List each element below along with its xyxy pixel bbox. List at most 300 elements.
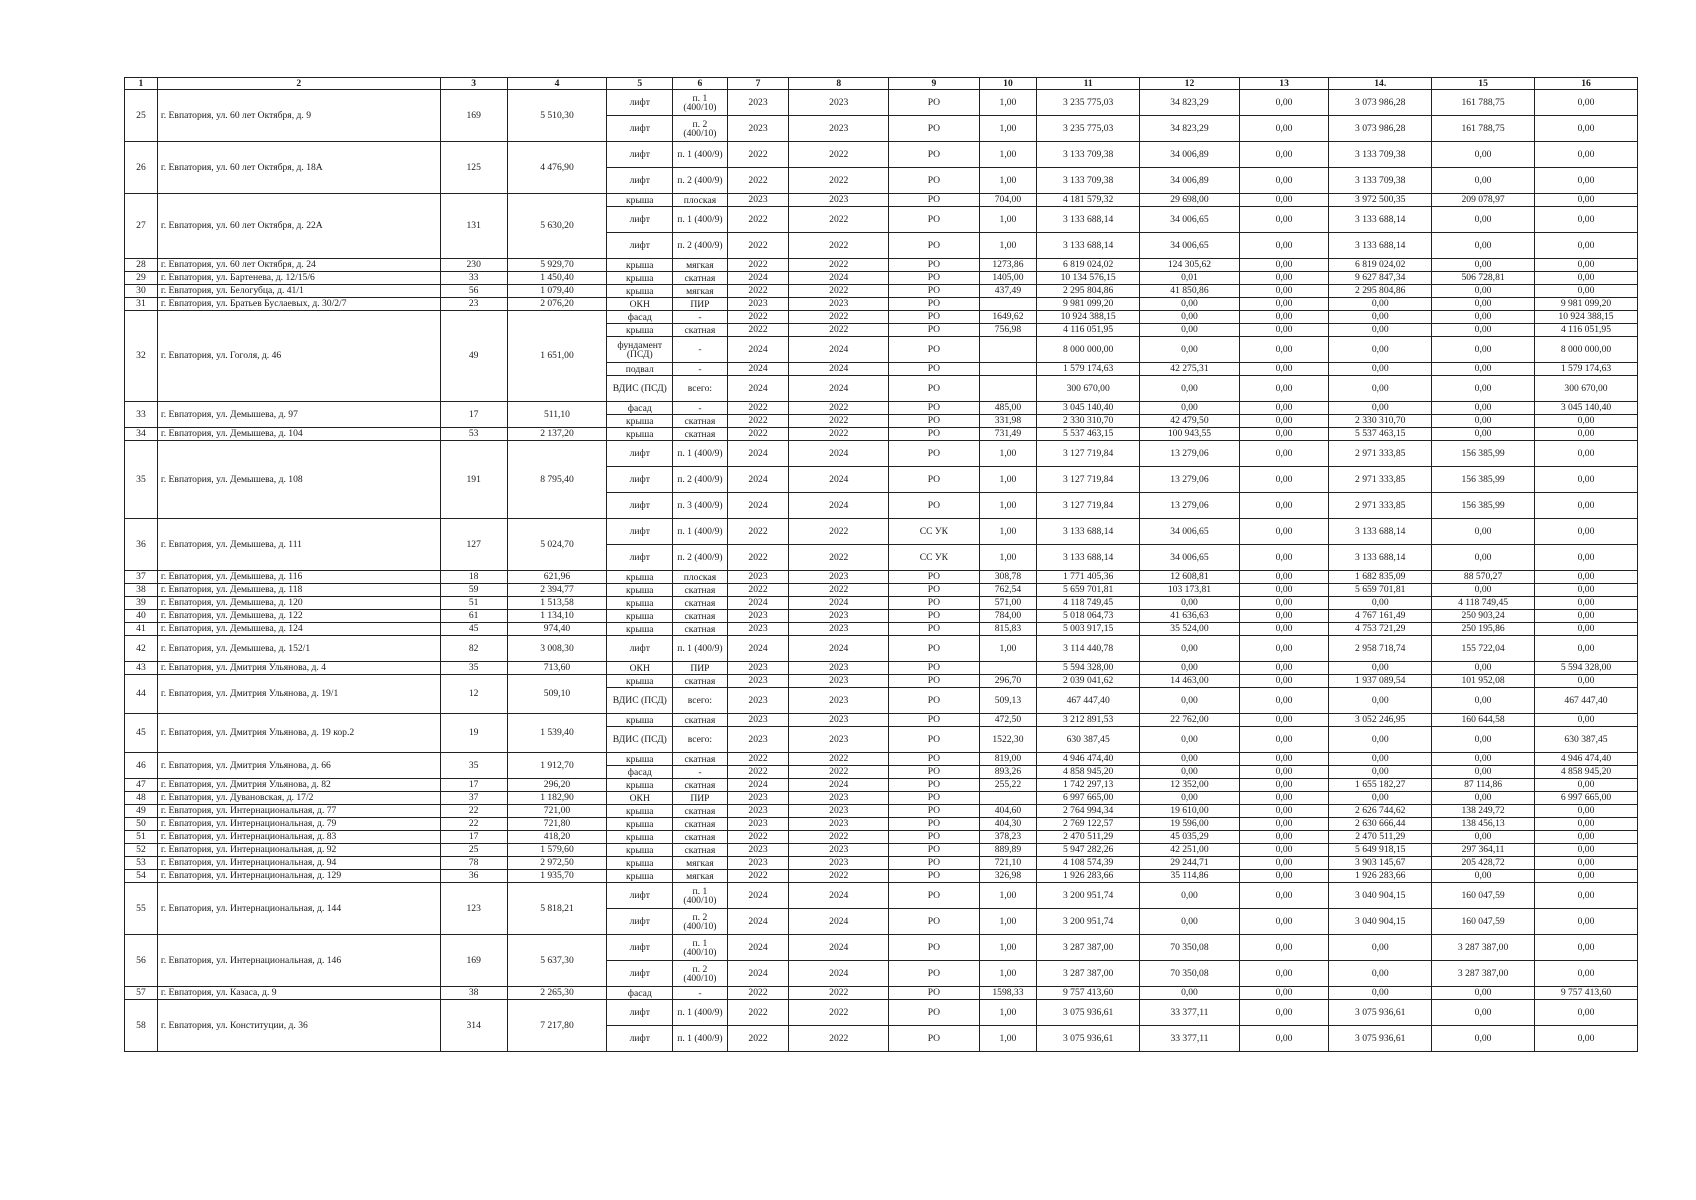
fund-source-cell: 3 133 709,38	[1329, 168, 1432, 194]
zero-cell: 0,00	[1239, 610, 1328, 623]
method-cell: РО	[889, 623, 980, 636]
year-start-cell: 2022	[727, 324, 789, 337]
zero-cell: 0,00	[1239, 987, 1328, 1000]
year-start-cell: 2022	[727, 584, 789, 597]
year-start-cell: 2024	[727, 935, 789, 961]
fund-cell: 0,00	[1140, 324, 1240, 337]
work-type-cell: ВДИС (ПСД)	[607, 688, 673, 714]
apartments-count: 314	[440, 1000, 507, 1052]
zero-cell: 0,00	[1239, 376, 1328, 402]
work-type-cell: крыша	[607, 675, 673, 688]
zero-cell: 0,00	[1239, 870, 1328, 883]
table-row	[125, 311, 1638, 324]
volume-cell: 1,00	[979, 207, 1037, 233]
total-cost-cell: 4 116 051,95	[1037, 324, 1140, 337]
work-detail-cell: п. 1 (400/10)	[673, 935, 728, 961]
budget-cell: 0,00	[1535, 467, 1638, 493]
work-type-cell: лифт	[607, 168, 673, 194]
total-cost-cell: 3 287 387,00	[1037, 961, 1140, 987]
budget-cell: 0,00	[1535, 428, 1638, 441]
work-detail-cell: п. 2 (400/9)	[673, 168, 728, 194]
volume-cell: 1,00	[979, 636, 1037, 662]
address-cell: г. Евпатория, ул. Демышева, д. 104	[157, 428, 440, 441]
work-detail-cell: скатная	[673, 753, 728, 766]
total-cost-cell: 4 108 574,39	[1037, 857, 1140, 870]
budget-cell: 0,00	[1535, 1026, 1638, 1052]
owners-cell: 0,00	[1432, 207, 1535, 233]
method-cell: РО	[889, 259, 980, 272]
work-type-cell: ВДИС (ПСД)	[607, 727, 673, 753]
fund-source-cell: 5 659 701,81	[1329, 584, 1432, 597]
method-cell: РО	[889, 688, 980, 714]
work-type-cell: лифт	[607, 545, 673, 571]
method-cell: РО	[889, 766, 980, 779]
area-cell: 2 972,50	[507, 857, 607, 870]
year-end-cell: 2024	[789, 961, 889, 987]
total-cost-cell: 4 946 474,40	[1037, 753, 1140, 766]
table-row	[125, 779, 1638, 792]
column-number-header: 13	[1239, 78, 1328, 90]
budget-cell: 0,00	[1535, 233, 1638, 259]
owners-cell: 3 287 387,00	[1432, 961, 1535, 987]
address-cell: г. Евпатория, ул. Белогубца, д. 41/1	[157, 285, 440, 298]
work-detail-cell: плоская	[673, 194, 728, 207]
budget-cell: 3 045 140,40	[1535, 402, 1638, 415]
owners-cell: 0,00	[1432, 519, 1535, 545]
owners-cell: 4 118 749,45	[1432, 597, 1535, 610]
row-number: 33	[125, 402, 158, 428]
zero-cell: 0,00	[1239, 584, 1328, 597]
area-cell: 5 024,70	[507, 519, 607, 571]
method-cell: РО	[889, 961, 980, 987]
year-end-cell: 2022	[789, 285, 889, 298]
volume-cell: 472,50	[979, 714, 1037, 727]
fund-cell: 0,00	[1140, 727, 1240, 753]
fund-source-cell: 0,00	[1329, 792, 1432, 805]
address-cell: г. Евпатория, ул. Демышева, д. 116	[157, 571, 440, 584]
budget-cell: 0,00	[1535, 493, 1638, 519]
fund-cell: 0,00	[1140, 662, 1240, 675]
zero-cell: 0,00	[1239, 233, 1328, 259]
year-end-cell: 2022	[789, 1000, 889, 1026]
year-end-cell: 2023	[789, 571, 889, 584]
address-cell: г. Евпатория, ул. Демышева, д. 111	[157, 519, 440, 571]
year-end-cell: 2023	[789, 818, 889, 831]
total-cost-cell: 3 127 719,84	[1037, 493, 1140, 519]
year-start-cell: 2023	[727, 714, 789, 727]
year-end-cell: 2022	[789, 233, 889, 259]
method-cell: РО	[889, 792, 980, 805]
year-end-cell: 2022	[789, 142, 889, 168]
method-cell: РО	[889, 1026, 980, 1052]
budget-cell: 5 594 328,00	[1535, 662, 1638, 675]
table-row	[125, 935, 1638, 961]
fund-cell: 45 035,29	[1140, 831, 1240, 844]
zero-cell: 0,00	[1239, 844, 1328, 857]
year-start-cell: 2022	[727, 1000, 789, 1026]
work-detail-cell: -	[673, 337, 728, 363]
method-cell: РО	[889, 324, 980, 337]
year-start-cell: 2023	[727, 623, 789, 636]
owners-cell: 161 788,75	[1432, 116, 1535, 142]
work-detail-cell: мягкая	[673, 870, 728, 883]
table-row	[125, 805, 1638, 818]
work-detail-cell: всего:	[673, 376, 728, 402]
apartments-count: 51	[440, 597, 507, 610]
total-cost-cell: 1 579 174,63	[1037, 363, 1140, 376]
area-cell: 1 935,70	[507, 870, 607, 883]
total-cost-cell: 3 133 688,14	[1037, 233, 1140, 259]
budget-cell: 0,00	[1535, 207, 1638, 233]
volume-cell: 1,00	[979, 90, 1037, 116]
total-cost-cell: 2 470 511,29	[1037, 831, 1140, 844]
year-start-cell: 2024	[727, 779, 789, 792]
fund-source-cell: 3 073 986,28	[1329, 116, 1432, 142]
year-end-cell: 2022	[789, 428, 889, 441]
apartments-count: 37	[440, 792, 507, 805]
fund-source-cell: 2 630 666,44	[1329, 818, 1432, 831]
fund-source-cell: 4 753 721,29	[1329, 623, 1432, 636]
zero-cell: 0,00	[1239, 415, 1328, 428]
fund-cell: 70 350,08	[1140, 961, 1240, 987]
year-end-cell: 2023	[789, 623, 889, 636]
work-detail-cell: скатная	[673, 597, 728, 610]
work-detail-cell: -	[673, 766, 728, 779]
zero-cell: 0,00	[1239, 207, 1328, 233]
volume-cell	[979, 792, 1037, 805]
budget-cell: 0,00	[1535, 116, 1638, 142]
owners-cell: 101 952,08	[1432, 675, 1535, 688]
year-end-cell: 2024	[789, 779, 889, 792]
fund-source-cell: 3 972 500,35	[1329, 194, 1432, 207]
work-detail-cell: скатная	[673, 415, 728, 428]
year-end-cell: 2024	[789, 467, 889, 493]
work-type-cell: фасад	[607, 987, 673, 1000]
row-number: 48	[125, 792, 158, 805]
year-end-cell: 2023	[789, 857, 889, 870]
budget-cell: 0,00	[1535, 779, 1638, 792]
fund-source-cell: 2 971 333,85	[1329, 493, 1432, 519]
owners-cell: 0,00	[1432, 415, 1535, 428]
method-cell: РО	[889, 285, 980, 298]
fund-source-cell: 0,00	[1329, 766, 1432, 779]
work-type-cell: лифт	[607, 493, 673, 519]
work-detail-cell: мягкая	[673, 857, 728, 870]
work-detail-cell: п. 1 (400/10)	[673, 883, 728, 909]
fund-source-cell: 5 537 463,15	[1329, 428, 1432, 441]
table-row	[125, 610, 1638, 623]
volume-cell: 1,00	[979, 441, 1037, 467]
table-row	[125, 584, 1638, 597]
budget-cell: 0,00	[1535, 168, 1638, 194]
area-cell: 8 795,40	[507, 441, 607, 519]
year-start-cell: 2022	[727, 428, 789, 441]
year-end-cell: 2023	[789, 194, 889, 207]
address-cell: г. Евпатория, ул. Интернациональная, д. 129	[157, 870, 440, 883]
year-start-cell: 2022	[727, 142, 789, 168]
fund-source-cell: 2 971 333,85	[1329, 467, 1432, 493]
year-end-cell: 2024	[789, 493, 889, 519]
fund-source-cell: 9 627 847,34	[1329, 272, 1432, 285]
year-end-cell: 2023	[789, 610, 889, 623]
fund-source-cell: 0,00	[1329, 935, 1432, 961]
total-cost-cell: 3 075 936,61	[1037, 1000, 1140, 1026]
apartments-count: 61	[440, 610, 507, 623]
fund-source-cell: 3 133 688,14	[1329, 545, 1432, 571]
row-number: 57	[125, 987, 158, 1000]
owners-cell: 0,00	[1432, 727, 1535, 753]
work-detail-cell: всего:	[673, 727, 728, 753]
year-start-cell: 2023	[727, 116, 789, 142]
column-number-header: 3	[440, 78, 507, 90]
apartments-count: 38	[440, 987, 507, 1000]
zero-cell: 0,00	[1239, 779, 1328, 792]
total-cost-cell: 10 924 388,15	[1037, 311, 1140, 324]
address-cell: г. Евпатория, ул. Братьев Буслаевых, д. 30/2/7	[157, 298, 440, 311]
year-end-cell: 2022	[789, 766, 889, 779]
zero-cell: 0,00	[1239, 441, 1328, 467]
budget-cell: 9 757 413,60	[1535, 987, 1638, 1000]
owners-cell: 0,00	[1432, 324, 1535, 337]
work-type-cell: лифт	[607, 90, 673, 116]
column-number-header: 5	[607, 78, 673, 90]
fund-cell: 42 275,31	[1140, 363, 1240, 376]
budget-cell: 0,00	[1535, 90, 1638, 116]
year-end-cell: 2024	[789, 363, 889, 376]
fund-source-cell: 1 682 835,09	[1329, 571, 1432, 584]
table-row	[125, 753, 1638, 766]
address-cell: г. Евпатория, ул. Конституции, д. 36	[157, 1000, 440, 1052]
zero-cell: 0,00	[1239, 285, 1328, 298]
area-cell: 296,20	[507, 779, 607, 792]
fund-source-cell: 1 937 089,54	[1329, 675, 1432, 688]
address-cell: г. Евпатория, ул. Интернациональная, д. 146	[157, 935, 440, 987]
row-number: 43	[125, 662, 158, 675]
zero-cell: 0,00	[1239, 766, 1328, 779]
total-cost-cell: 9 981 099,20	[1037, 298, 1140, 311]
row-number: 30	[125, 285, 158, 298]
zero-cell: 0,00	[1239, 259, 1328, 272]
work-type-cell: фасад	[607, 402, 673, 415]
work-type-cell: лифт	[607, 636, 673, 662]
total-cost-cell: 5 003 917,15	[1037, 623, 1140, 636]
owners-cell: 205 428,72	[1432, 857, 1535, 870]
fund-source-cell: 0,00	[1329, 324, 1432, 337]
zero-cell: 0,00	[1239, 909, 1328, 935]
zero-cell: 0,00	[1239, 883, 1328, 909]
total-cost-cell: 8 000 000,00	[1037, 337, 1140, 363]
method-cell: РО	[889, 428, 980, 441]
year-start-cell: 2024	[727, 961, 789, 987]
table-row	[125, 1000, 1638, 1026]
work-detail-cell: п. 1 (400/9)	[673, 1026, 728, 1052]
address-cell: г. Евпатория, ул. Дувановская, д. 17/2	[157, 792, 440, 805]
owners-cell: 0,00	[1432, 870, 1535, 883]
method-cell: РО	[889, 831, 980, 844]
total-cost-cell: 300 670,00	[1037, 376, 1140, 402]
fund-cell: 33 377,11	[1140, 1026, 1240, 1052]
method-cell: РО	[889, 311, 980, 324]
total-cost-cell: 2 769 122,57	[1037, 818, 1140, 831]
zero-cell: 0,00	[1239, 571, 1328, 584]
fund-cell: 22 762,00	[1140, 714, 1240, 727]
total-cost-cell: 3 133 688,14	[1037, 545, 1140, 571]
table-row	[125, 90, 1638, 116]
year-end-cell: 2022	[789, 259, 889, 272]
fund-source-cell: 4 767 161,49	[1329, 610, 1432, 623]
column-number-header: 4	[507, 78, 607, 90]
zero-cell: 0,00	[1239, 116, 1328, 142]
area-cell: 5 630,20	[507, 194, 607, 259]
zero-cell: 0,00	[1239, 402, 1328, 415]
fund-cell: 0,00	[1140, 636, 1240, 662]
owners-cell: 0,00	[1432, 402, 1535, 415]
table-row	[125, 272, 1638, 285]
total-cost-cell: 3 235 775,03	[1037, 116, 1140, 142]
fund-source-cell: 3 075 936,61	[1329, 1000, 1432, 1026]
year-start-cell: 2024	[727, 883, 789, 909]
fund-cell: 19 596,00	[1140, 818, 1240, 831]
apartments-count: 169	[440, 935, 507, 987]
work-type-cell: крыша	[607, 428, 673, 441]
work-type-cell: крыша	[607, 272, 673, 285]
method-cell: РО	[889, 402, 980, 415]
budget-cell: 0,00	[1535, 415, 1638, 428]
zero-cell: 0,00	[1239, 168, 1328, 194]
budget-cell: 0,00	[1535, 883, 1638, 909]
budget-cell: 0,00	[1535, 1000, 1638, 1026]
owners-cell: 0,00	[1432, 545, 1535, 571]
fund-cell: 34 006,65	[1140, 545, 1240, 571]
year-start-cell: 2023	[727, 298, 789, 311]
method-cell: РО	[889, 714, 980, 727]
zero-cell: 0,00	[1239, 493, 1328, 519]
work-type-cell: ВДИС (ПСД)	[607, 376, 673, 402]
year-end-cell: 2024	[789, 636, 889, 662]
fund-cell: 12 608,81	[1140, 571, 1240, 584]
total-cost-cell: 10 134 576,15	[1037, 272, 1140, 285]
work-type-cell: крыша	[607, 324, 673, 337]
volume-cell: 485,00	[979, 402, 1037, 415]
fund-source-cell: 2 958 718,74	[1329, 636, 1432, 662]
owners-cell: 88 570,27	[1432, 571, 1535, 584]
work-type-cell: лифт	[607, 1000, 673, 1026]
work-type-cell: крыша	[607, 805, 673, 818]
zero-cell: 0,00	[1239, 142, 1328, 168]
column-number-header: 7	[727, 78, 789, 90]
total-cost-cell: 3 127 719,84	[1037, 467, 1140, 493]
total-cost-cell: 5 659 701,81	[1037, 584, 1140, 597]
apartments-count: 78	[440, 857, 507, 870]
apartments-count: 25	[440, 844, 507, 857]
owners-cell: 0,00	[1432, 753, 1535, 766]
area-cell: 1 651,00	[507, 311, 607, 402]
row-number: 46	[125, 753, 158, 779]
area-cell: 1 134,10	[507, 610, 607, 623]
zero-cell: 0,00	[1239, 636, 1328, 662]
fund-cell: 0,01	[1140, 272, 1240, 285]
fund-source-cell: 3 133 688,14	[1329, 233, 1432, 259]
method-cell: РО	[889, 90, 980, 116]
year-start-cell: 2022	[727, 870, 789, 883]
method-cell: РО	[889, 779, 980, 792]
total-cost-cell: 3 133 709,38	[1037, 168, 1140, 194]
total-cost-cell: 3 114 440,78	[1037, 636, 1140, 662]
total-cost-cell: 2 330 310,70	[1037, 415, 1140, 428]
row-number: 51	[125, 831, 158, 844]
volume-cell: 704,00	[979, 194, 1037, 207]
work-detail-cell: п. 1 (400/9)	[673, 441, 728, 467]
apartments-count: 12	[440, 675, 507, 714]
column-number-header: 6	[673, 78, 728, 90]
work-type-cell: крыша	[607, 571, 673, 584]
work-detail-cell: скатная	[673, 844, 728, 857]
year-start-cell: 2023	[727, 818, 789, 831]
year-start-cell: 2023	[727, 662, 789, 675]
area-cell: 7 217,80	[507, 1000, 607, 1052]
apartments-count: 18	[440, 571, 507, 584]
method-cell: РО	[889, 662, 980, 675]
budget-cell: 0,00	[1535, 584, 1638, 597]
volume-cell: 1,00	[979, 142, 1037, 168]
fund-cell: 70 350,08	[1140, 935, 1240, 961]
year-start-cell: 2022	[727, 1026, 789, 1052]
zero-cell: 0,00	[1239, 519, 1328, 545]
table-row	[125, 142, 1638, 168]
zero-cell: 0,00	[1239, 805, 1328, 818]
method-cell: РО	[889, 376, 980, 402]
work-detail-cell: скатная	[673, 623, 728, 636]
year-end-cell: 2024	[789, 376, 889, 402]
volume-cell: 326,98	[979, 870, 1037, 883]
total-cost-cell: 3 212 891,53	[1037, 714, 1140, 727]
fund-source-cell: 2 971 333,85	[1329, 441, 1432, 467]
row-number: 40	[125, 610, 158, 623]
table-row	[125, 441, 1638, 467]
address-cell: г. Евпатория, ул. Дмитрия Ульянова, д. 66	[157, 753, 440, 779]
budget-cell: 0,00	[1535, 194, 1638, 207]
row-number: 37	[125, 571, 158, 584]
row-number: 44	[125, 675, 158, 714]
row-number: 55	[125, 883, 158, 935]
year-end-cell: 2022	[789, 870, 889, 883]
fund-source-cell: 0,00	[1329, 363, 1432, 376]
address-cell: г. Евпатория, ул. Демышева, д. 108	[157, 441, 440, 519]
column-number-header: 11	[1037, 78, 1140, 90]
work-type-cell: лифт	[607, 519, 673, 545]
address-cell: г. Евпатория, ул. Интернациональная, д. 83	[157, 831, 440, 844]
area-cell: 5 637,30	[507, 935, 607, 987]
address-cell: г. Евпатория, ул. Интернациональная, д. 79	[157, 818, 440, 831]
area-cell: 509,10	[507, 675, 607, 714]
row-number: 27	[125, 194, 158, 259]
total-cost-cell: 2 764 994,34	[1037, 805, 1140, 818]
work-detail-cell: п. 1 (400/9)	[673, 142, 728, 168]
work-detail-cell: п. 2 (400/9)	[673, 233, 728, 259]
work-type-cell: крыша	[607, 584, 673, 597]
budget-cell: 0,00	[1535, 597, 1638, 610]
apartments-count: 22	[440, 805, 507, 818]
row-number: 38	[125, 584, 158, 597]
fund-cell: 0,00	[1140, 298, 1240, 311]
year-end-cell: 2022	[789, 324, 889, 337]
area-cell: 974,40	[507, 623, 607, 636]
zero-cell: 0,00	[1239, 363, 1328, 376]
budget-cell: 8 000 000,00	[1535, 337, 1638, 363]
owners-cell: 250 195,86	[1432, 623, 1535, 636]
fund-cell: 34 006,89	[1140, 168, 1240, 194]
apartments-count: 169	[440, 90, 507, 142]
